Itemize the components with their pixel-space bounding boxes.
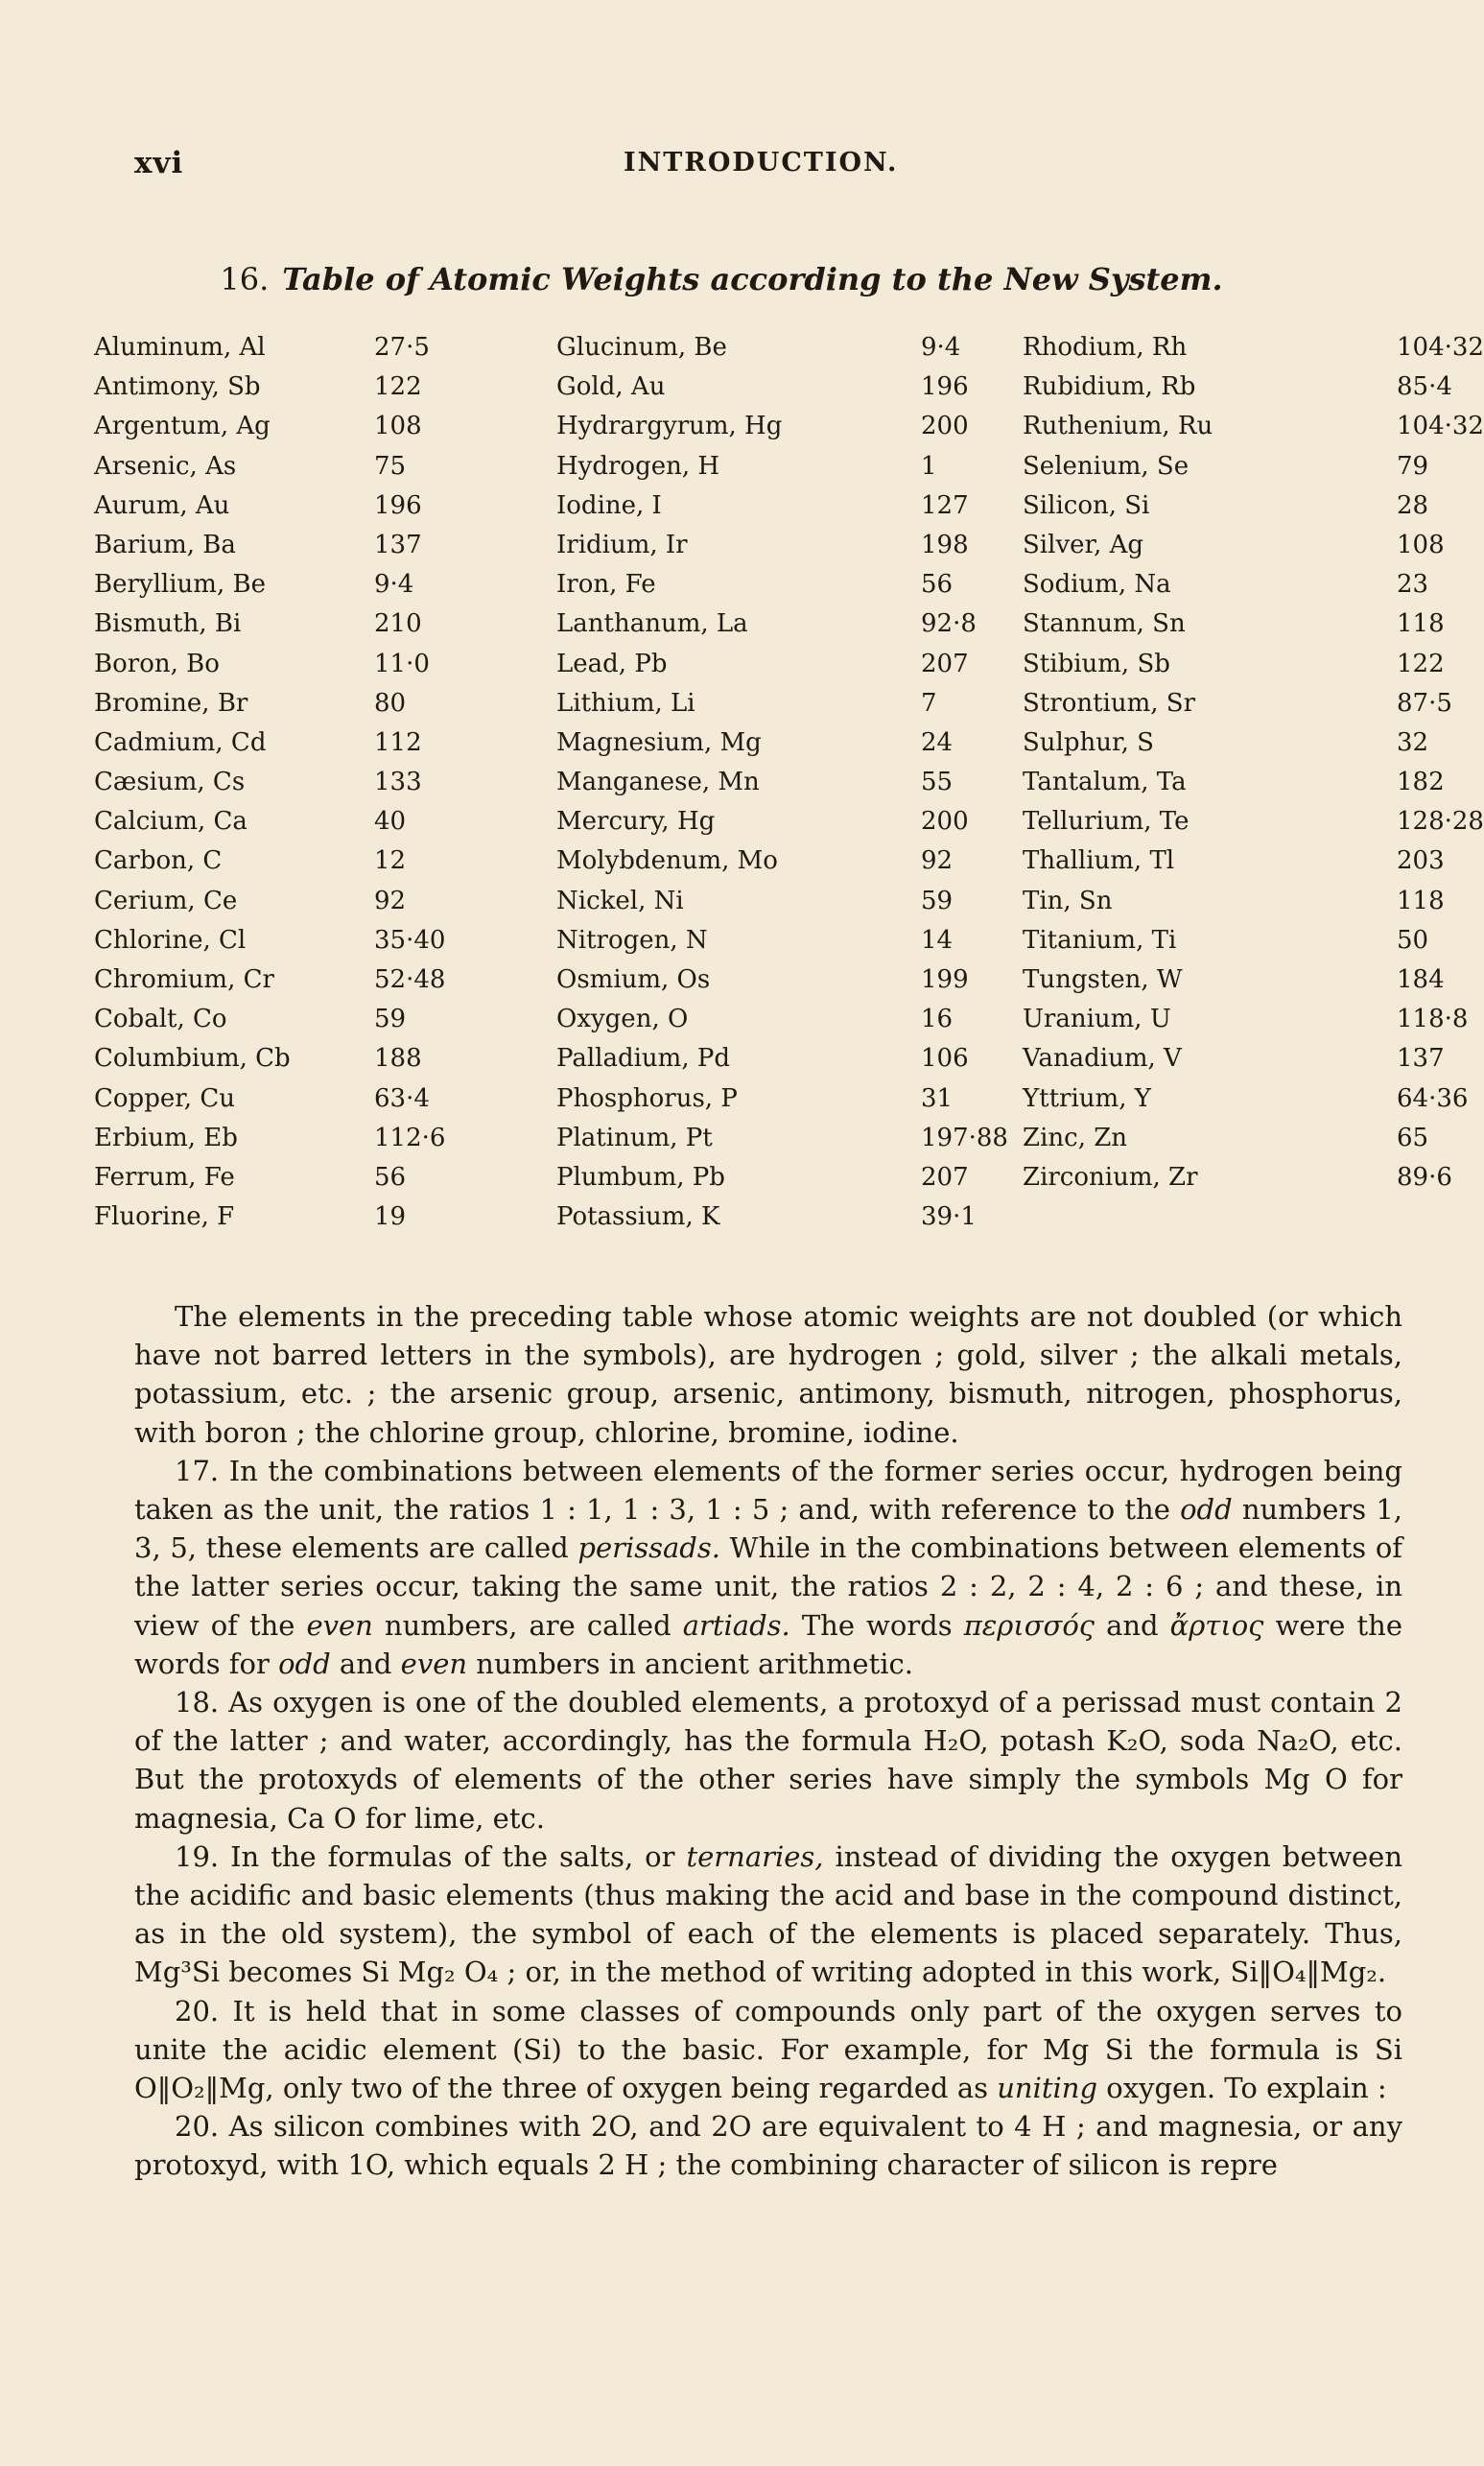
atomic-weight: 127 (921, 490, 969, 520)
element-name: Aurum, Au (94, 490, 230, 520)
atomic-weight: 92·8 (921, 609, 977, 639)
element-name: Sulphur, S (1023, 727, 1154, 757)
element-name: Rhodium, Rh (1023, 333, 1188, 362)
table-title (0, 261, 1443, 297)
atomic-weight: 89·6 (1397, 1162, 1452, 1192)
element-name: Iron, Fe (556, 570, 656, 600)
atomic-weight: 199 (921, 965, 969, 994)
paragraph-20-text-a: 20. It is held that in some classes of compounds only part of the oxygen serves to unite the acidic element (Si) to the basic. For example, for Mg Si the formula is Si O‖O₂‖Mg, only two of the three of oxygen being regarded as (134, 1994, 1402, 2105)
element-name: Ferrum, Fe (94, 1162, 235, 1192)
atomic-weight: 196 (921, 372, 969, 402)
element-name: Tellurium, Te (1023, 807, 1190, 837)
running-head (134, 146, 1347, 184)
paragraph-19-text-a: 19. In the formulas of the salts, or (175, 1839, 675, 1873)
atomic-weight: 92 (374, 886, 407, 915)
atomic-weight: 92 (921, 846, 954, 876)
atomic-weight: 104·32 (1397, 333, 1484, 362)
greek-perissos: περισσός (963, 1608, 1095, 1642)
term-even-2: even (400, 1647, 468, 1680)
element-name: Oxygen, O (556, 1005, 689, 1034)
paragraph-20b (134, 2107, 1402, 2184)
element-name: Calcium, Ca (94, 807, 247, 837)
element-name: Uranium, U (1023, 1005, 1171, 1034)
atomic-weight: 27·5 (374, 333, 430, 362)
running-title: INTRODUCTION. (624, 148, 899, 178)
element-name: Tungsten, W (1023, 965, 1183, 994)
atomic-weight: 35·40 (374, 925, 446, 955)
element-name: Magnesium, Mg (556, 727, 762, 757)
atomic-weight: 137 (1397, 1044, 1445, 1074)
atomic-weight: 24 (921, 727, 954, 757)
element-name: Vanadium, V (1023, 1044, 1182, 1074)
atomic-weight: 200 (921, 412, 969, 441)
element-name: Hydrogen, H (556, 451, 720, 481)
atomic-weight: 184 (1397, 965, 1445, 994)
paragraph-17 (134, 1452, 1402, 1683)
page-number: xvi (134, 146, 184, 180)
atomic-weight: 104·32 (1397, 412, 1484, 441)
atomic-weight: 87·5 (1397, 688, 1452, 718)
paragraph-17-text-f: and (1106, 1608, 1159, 1642)
element-name: Lanthanum, La (556, 609, 748, 639)
element-name: Sodium, Na (1023, 570, 1171, 600)
element-name: Carbon, C (94, 846, 223, 876)
paragraph-17-text-g: were the words for (134, 1608, 1403, 1680)
atomic-weight: 1 (921, 451, 937, 481)
atomic-weight: 40 (374, 807, 407, 837)
term-perissads: perissads. (577, 1531, 720, 1565)
element-name: Lithium, Li (556, 688, 695, 718)
paragraph-17-text-b: numbers 1, 3, 5, these elements are called (134, 1493, 1402, 1565)
atomic-weight: 9·4 (921, 333, 961, 362)
atomic-weight: 39·1 (921, 1202, 977, 1232)
atomic-weight: 122 (1397, 649, 1445, 678)
element-name: Stannum, Sn (1023, 609, 1186, 639)
atomic-weight: 79 (1397, 451, 1429, 481)
element-name: Titanium, Ti (1023, 925, 1177, 955)
atomic-weight: 65 (1397, 1123, 1429, 1152)
element-name: Tantalum, Ta (1023, 768, 1187, 797)
atomic-weight: 52·48 (374, 965, 446, 994)
paragraph-18-text: 18. As oxygen is one of the doubled elements, a protoxyd of a perissad must contain 2 of the latter ; and water, accordingly, has the formula H₂O, potash K₂O, soda Na₂O, etc. But the protoxyds of elements of the other series have simply the symbols Mg O for magnesia, Ca O for lime, etc. (134, 1686, 1402, 1835)
element-name: Copper, Cu (94, 1083, 235, 1113)
paragraph-17-text-d: numbers, are called (384, 1608, 671, 1642)
element-name: Molybdenum, Mo (556, 846, 778, 876)
element-name: Chlorine, Cl (94, 925, 247, 955)
element-name: Beryllium, Be (94, 570, 266, 600)
paragraph-1-text: The elements in the preceding table whose atomic weights are not doubled (or which have not barred letters in the symbols), are hydrogen ; gold, silver ; the alkali metals, potassium, etc. ; the arsenic group, arsenic, antimony, bismuth, nitrogen, phosphorus, with boron ; the chlorine group, chlorine, bromine, iodine. (134, 1300, 1402, 1449)
element-name: Argentum, Ag (94, 412, 271, 441)
atomic-weight: 188 (374, 1044, 422, 1074)
paragraph-17-text-i: numbers in ancient arithmetic. (476, 1647, 913, 1680)
atomic-weight: 75 (374, 451, 407, 481)
element-name: Nickel, Ni (556, 886, 684, 915)
greek-artios: ἄρτιος (1169, 1608, 1264, 1642)
paragraph-17-text-e: The words (801, 1608, 953, 1642)
atomic-weight: 19 (374, 1202, 407, 1232)
element-name: Cæsium, Cs (94, 768, 246, 797)
element-name: Silicon, Si (1023, 490, 1150, 520)
element-name: Thallium, Tl (1023, 846, 1175, 876)
atomic-weight: 118 (1397, 609, 1445, 639)
element-name: Aluminum, Al (94, 333, 266, 362)
atomic-weight: 80 (374, 688, 407, 718)
element-name: Bromine, Br (94, 688, 248, 718)
element-name: Plumbum, Pb (556, 1162, 725, 1192)
atomic-weight: 55 (921, 768, 954, 797)
paragraph-1 (134, 1297, 1402, 1452)
atomic-weight: 106 (921, 1044, 969, 1074)
element-name: Mercury, Hg (556, 807, 716, 837)
element-name: Barium, Ba (94, 530, 236, 559)
atomic-weight: 7 (921, 688, 937, 718)
atomic-weight: 133 (374, 768, 422, 797)
element-name: Zirconium, Zr (1023, 1162, 1198, 1192)
term-odd: odd (1180, 1493, 1233, 1527)
atomic-weight: 63·4 (374, 1083, 430, 1113)
element-name: Cadmium, Cd (94, 727, 267, 757)
atomic-weight: 207 (921, 1162, 969, 1192)
element-name: Yttrium, Y (1023, 1083, 1151, 1113)
atomic-weight: 122 (374, 372, 422, 402)
element-name: Zinc, Zn (1023, 1123, 1128, 1152)
atomic-weight: 23 (1397, 570, 1429, 600)
element-name: Glucinum, Be (556, 333, 727, 362)
atomic-weight: 12 (374, 846, 407, 876)
element-name: Columbium, Cb (94, 1044, 291, 1074)
element-name: Palladium, Pd (556, 1044, 730, 1074)
paragraph-18 (134, 1683, 1402, 1838)
atomic-weight: 59 (374, 1005, 407, 1034)
atomic-weight: 198 (921, 530, 969, 559)
element-name: Rubidium, Rb (1023, 372, 1196, 402)
atomic-weight: 207 (921, 649, 969, 678)
element-name: Antimony, Sb (94, 372, 261, 402)
atomic-weight: 118·8 (1397, 1005, 1469, 1034)
element-name: Ruthenium, Ru (1023, 412, 1213, 441)
element-name: Platinum, Pt (556, 1123, 713, 1152)
element-name: Nitrogen, N (556, 925, 708, 955)
element-name: Phosphorus, P (556, 1083, 738, 1113)
element-name: Manganese, Mn (556, 768, 760, 797)
term-artiads: artiads. (682, 1608, 790, 1642)
atomic-weight: 50 (1397, 925, 1429, 955)
atomic-weight: 14 (921, 925, 954, 955)
atomic-weight: 16 (921, 1005, 954, 1034)
element-name: Selenium, Se (1023, 451, 1190, 481)
atomic-weight: 31 (921, 1083, 954, 1113)
body-text (134, 1297, 1402, 2185)
atomic-weight: 210 (374, 609, 422, 639)
term-odd-2: odd (278, 1647, 331, 1680)
term-even: even (306, 1608, 373, 1642)
element-name: Hydrargyrum, Hg (556, 412, 783, 441)
atomic-weights-table (94, 328, 1484, 1240)
element-name: Arsenic, As (94, 451, 237, 481)
paragraph-17-text-h: and (339, 1647, 392, 1680)
element-name: Strontium, Sr (1023, 688, 1196, 718)
term-ternaries: ternaries, (686, 1839, 824, 1873)
atomic-weight: 28 (1397, 490, 1429, 520)
atomic-weight: 137 (374, 530, 422, 559)
element-name: Cerium, Ce (94, 886, 238, 915)
paragraph-17-text-c: While in the combinations between elements of the latter series occur, taking the same unit, the ratios 2 : 2, 2 : 4, 2 : 6 ; and these, in view of the (134, 1531, 1403, 1642)
element-name: Iridium, Ir (556, 530, 688, 559)
table-title-text: Table of Atomic Weights according to the New System. (282, 261, 1223, 297)
paragraph-17-text-a: 17. In the combinations between elements of the former series occur, hydrogen being taken as the unit, the ratios 1 : 1, 1 : 3, 1 : 5 ; and, with reference to the (134, 1454, 1402, 1527)
atomic-weight: 108 (1397, 530, 1445, 559)
atomic-weight: 203 (1397, 846, 1445, 876)
atomic-weight: 85·4 (1397, 372, 1452, 402)
element-name: Chromium, Cr (94, 965, 274, 994)
element-name: Lead, Pb (556, 649, 668, 678)
atomic-weight: 196 (374, 490, 422, 520)
atomic-weight: 128·28 (1397, 807, 1484, 837)
element-name: Gold, Au (556, 372, 666, 402)
paragraph-19 (134, 1838, 1402, 1992)
element-name: Silver, Ag (1023, 530, 1144, 559)
atomic-weight: 112·6 (374, 1123, 446, 1152)
paragraph-20 (134, 1992, 1402, 2108)
table-number: 16. (220, 261, 270, 297)
element-name: Erbium, Eb (94, 1123, 238, 1152)
atomic-weight: 118 (1397, 886, 1445, 915)
atomic-weight: 182 (1397, 768, 1445, 797)
atomic-weight: 32 (1397, 727, 1429, 757)
atomic-weight: 197·88 (921, 1123, 1008, 1152)
atomic-weight: 108 (374, 412, 422, 441)
atomic-weight: 56 (374, 1162, 407, 1192)
element-name: Tin, Sn (1023, 886, 1113, 915)
atomic-weight: 64·36 (1397, 1083, 1469, 1113)
atomic-weight: 56 (921, 570, 954, 600)
atomic-weight: 11·0 (374, 649, 430, 678)
atomic-weight: 59 (921, 886, 954, 915)
atomic-weight: 112 (374, 727, 422, 757)
element-name: Cobalt, Co (94, 1005, 227, 1034)
paragraph-19-text-b: instead of dividing the oxygen between the acidific and basic elements (thus making the acid and base in the compound distinct, as in the old system), the symbol of each of the elements is placed separately. Thus, Mg³Si becomes Si Mg₂ O₄ ; or, in the method of writing adopted in this work, Si‖O₄‖Mg₂. (134, 1839, 1402, 1989)
element-name: Potassium, K (556, 1202, 720, 1232)
element-name: Bismuth, Bi (94, 609, 242, 639)
element-name: Osmium, Os (556, 965, 711, 994)
element-name: Fluorine, F (94, 1202, 235, 1232)
element-name: Iodine, I (556, 490, 662, 520)
atomic-weight: 9·4 (374, 570, 414, 600)
atomic-weight: 200 (921, 807, 969, 837)
paragraph-20-text-b: oxygen. To explain : (1106, 2072, 1387, 2105)
element-name: Boron, Bo (94, 649, 220, 678)
term-uniting: uniting (997, 2072, 1098, 2105)
element-name: Stibium, Sb (1023, 649, 1170, 678)
paragraph-20b-text: 20. As silicon combines with 2O, and 2O are equivalent to 4 H ; and magnesia, or any protoxyd, with 1O, which equals 2 H ; the combining character of silicon is repre (134, 2110, 1402, 2182)
